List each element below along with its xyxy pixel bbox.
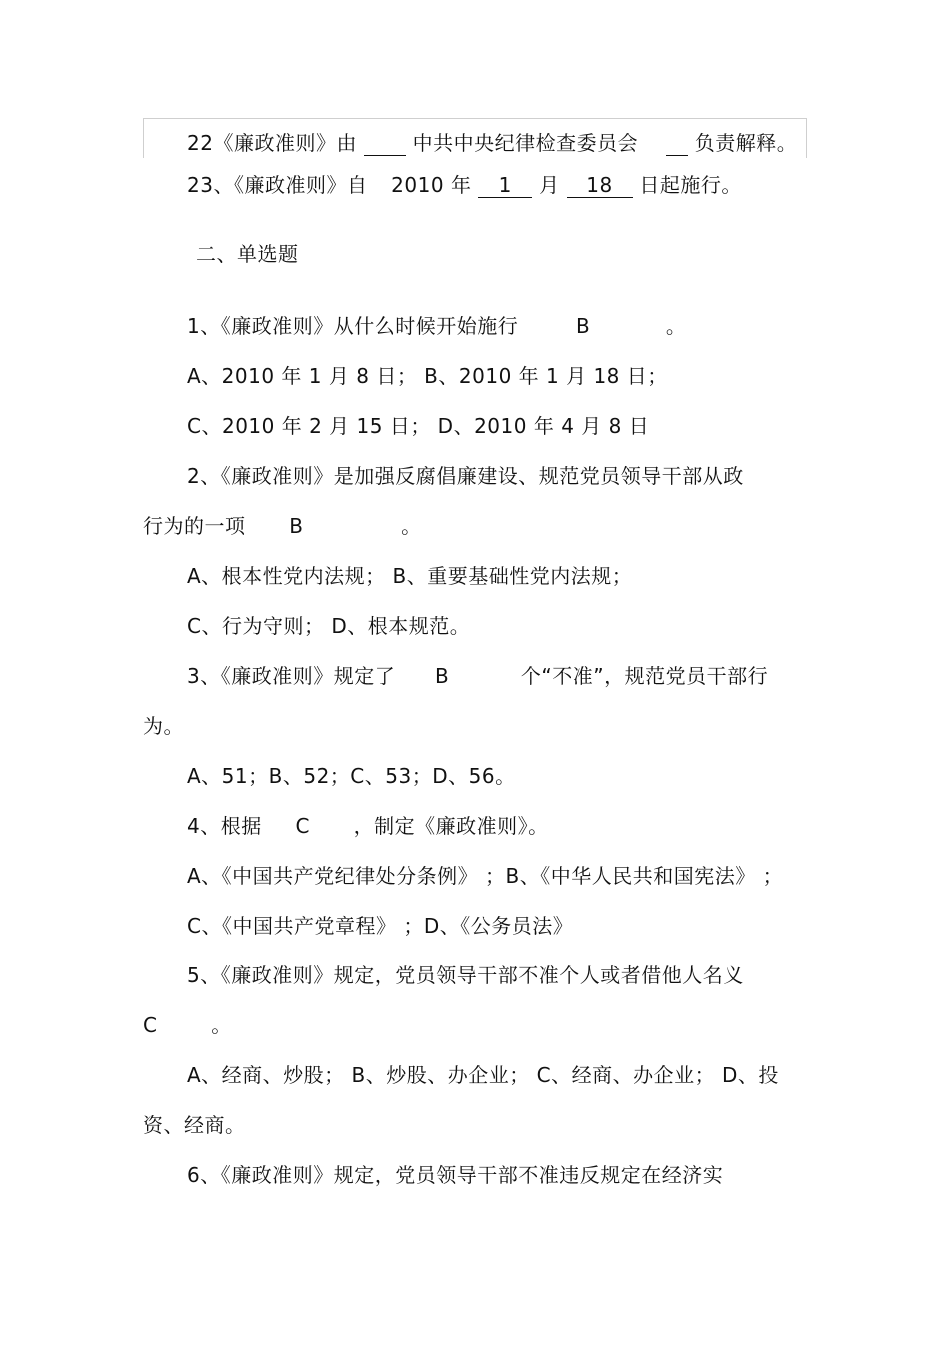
question-3-stem <box>187 664 768 688</box>
fill-in-q22 <box>187 131 797 156</box>
question-1-stem <box>187 314 686 338</box>
question-3-stem-cont: 为。 <box>143 714 184 738</box>
q23-suffix: 日起施行。 <box>639 173 742 197</box>
question-5-end: 。 <box>211 1013 232 1037</box>
fill-in-q23 <box>187 173 742 198</box>
question-4-stem <box>187 814 549 838</box>
question-5-stem: 5、《廉政准则》规定，党员领导干部不准个人或者借他人名义 <box>187 963 744 987</box>
q23-yue: 月 <box>539 173 560 197</box>
question-1-end: 。 <box>665 314 687 338</box>
question-2-answer: B <box>289 514 304 538</box>
question-6-stem: 6、《廉政准则》规定，党员领导干部不准违反规定在经济实 <box>187 1163 724 1187</box>
question-4-end: ，制定《廉政准则》。 <box>353 814 549 838</box>
question-5-answer: C <box>143 1013 158 1037</box>
q22-blank-lead <box>364 131 406 156</box>
question-4-text: 4、根据 <box>187 814 262 838</box>
question-3-text: 3、《廉政准则》规定了 <box>187 664 396 688</box>
question-1-text: 1、《廉政准则》从什么时候开始施行 <box>187 314 519 338</box>
question-2-stem: 2、《廉政准则》是加强反腐倡廉建设、规范党员领导干部从政 <box>187 464 744 488</box>
q22-answer: 中共中央纪律检查委员会 <box>412 131 639 155</box>
question-3-tail: 个“不准”，规范党员干部行 <box>520 664 769 688</box>
question-4-options-a: A、《中国共产党纪律处分条例》 ；B、《中华人民共和国宪法》 ； <box>187 864 784 888</box>
question-5-options-a: A、经商、炒股； B、炒股、办企业； C、经商、办企业； D、投 <box>187 1063 779 1087</box>
q22-suffix: 负责解释。 <box>694 131 798 155</box>
question-2-end: 。 <box>401 514 422 538</box>
question-2-options-c: C、行为守则； D、根本规范。 <box>187 614 471 638</box>
question-1-options-c: C、2010 年 2 月 15 日； D、2010 年 4 月 8 日 <box>187 414 650 438</box>
section-title: 二、单选题 <box>196 242 299 266</box>
question-3-answer: B <box>434 664 450 688</box>
q23-nian: 年 <box>450 173 472 197</box>
q22-prefix: 22《廉政准则》由 <box>187 131 357 155</box>
question-5-options-cont: 资、经商。 <box>143 1113 246 1137</box>
question-4-answer: C <box>295 814 310 838</box>
question-2-stem-cont <box>143 514 422 538</box>
question-2-text: 行为的一项 <box>143 514 246 538</box>
question-2-options-a: A、根本性党内法规； B、重要基础性党内法规； <box>187 564 633 588</box>
q22-blank-trail <box>666 131 688 156</box>
q23-year: 2010 <box>391 173 445 197</box>
q23-day: 18 <box>567 173 633 198</box>
question-4-options-c: C、《中国共产党章程》 ；D、《公务员法》 <box>187 914 574 938</box>
question-5-stem-cont <box>143 1013 232 1037</box>
question-1-answer: B <box>575 314 591 338</box>
question-3-options: A、51；B、52；C、53；D、56。 <box>187 764 516 788</box>
q23-prefix: 23、《廉政准则》自 <box>187 173 368 197</box>
question-1-options-a: A、2010 年 1 月 8 日； B、2010 年 1 月 18 日； <box>187 364 668 388</box>
q23-month: 1 <box>478 173 532 198</box>
